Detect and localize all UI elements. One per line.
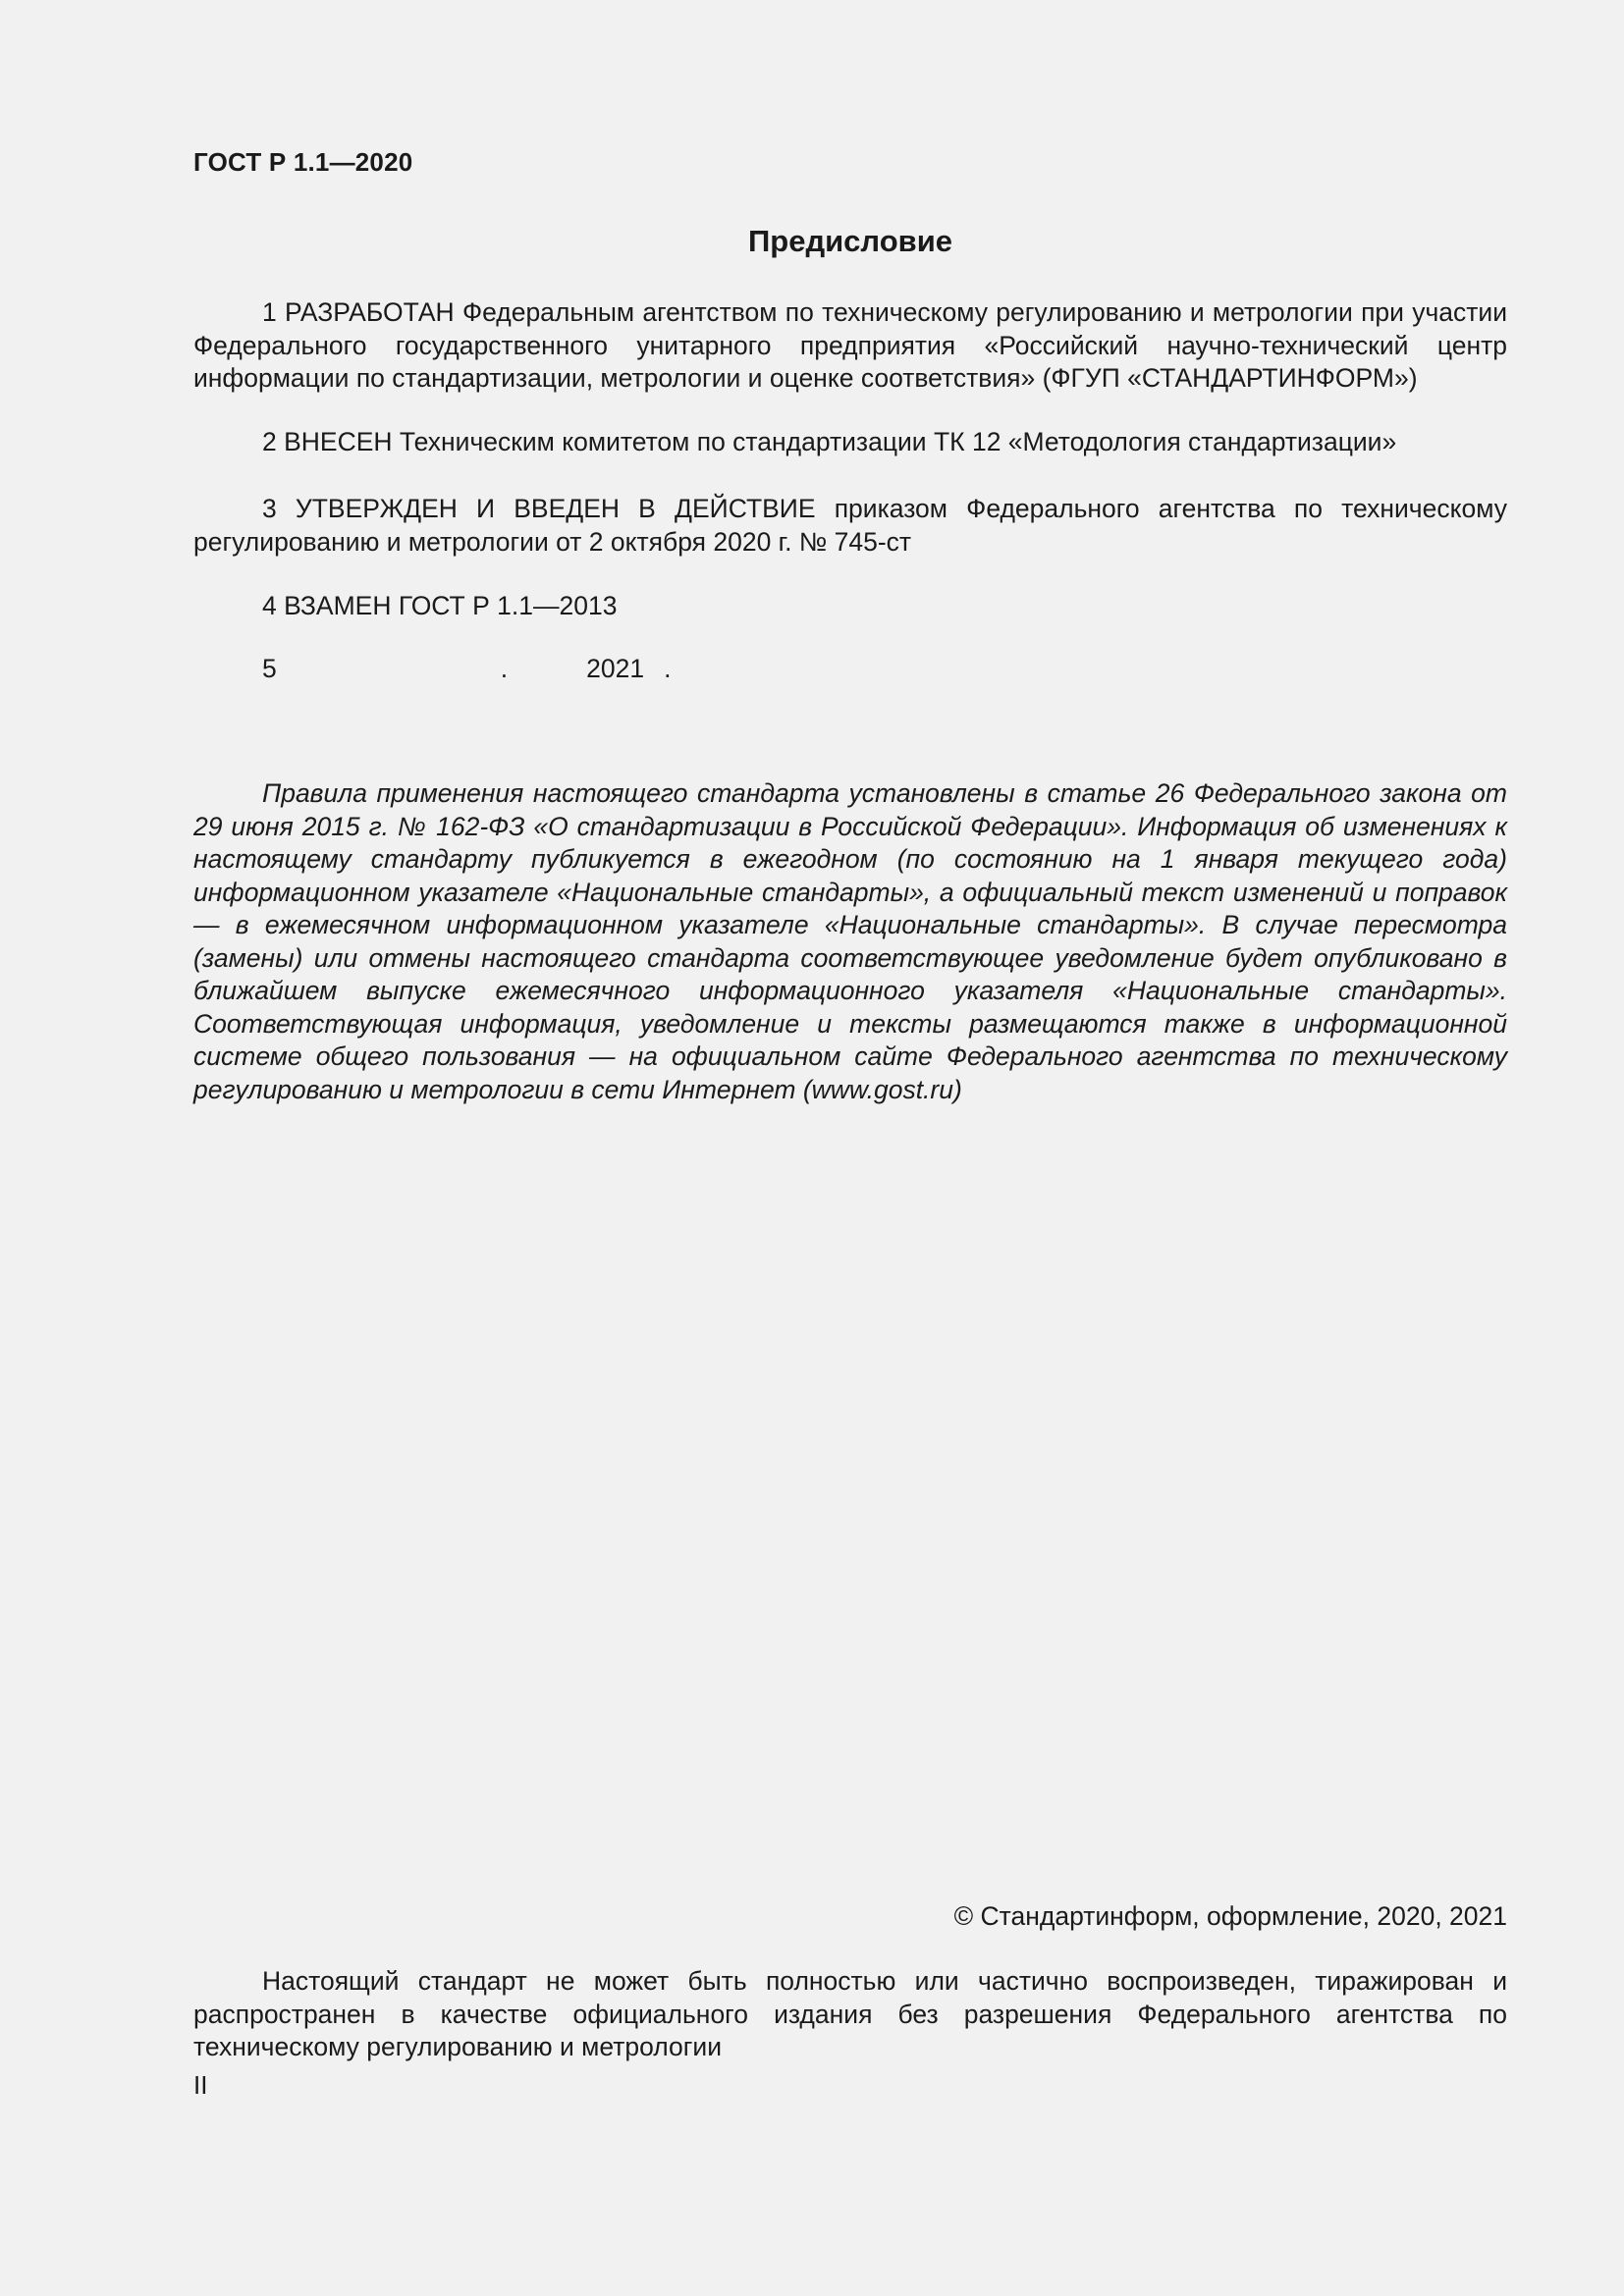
item5-number: 5	[262, 654, 277, 683]
foreword-item-replaces: 4 ВЗАМЕН ГОСТ Р 1.1—2013	[262, 591, 618, 620]
item5-year: 2021	[586, 654, 645, 683]
section-title-foreword: Предисловие	[747, 224, 952, 258]
foreword-item-5	[193, 653, 1507, 686]
copyright-line: © Стандартинформ, оформление, 2020, 2021	[953, 1901, 1507, 1931]
item5-dot-end: .	[664, 654, 672, 683]
reproduction-notice: Настоящий стандарт не может быть полностью или частично воспроизведен, тиражирован и распространен в качестве официального издания без разрешения Федерального агентства по техническому регулированию и метрологии	[193, 1966, 1507, 2061]
rules-of-application-note: Правила применения настоящего стандарта установлены в статье 26 Федерального закона от 29 июня 2015 г. № 162-ФЗ «О стандартизации в Российской Федерации». Информация об изменениях к настоящему стандарту публикуется в ежегодном (по состоянию на 1 января текущего года) информационном указателе «Национальные стандарты», а официальный текст изменений и поправок — в ежемесячном информационном указателе «Национальные стандарты». В случае пересмотра (замены) или отмены настоящего стандарта соответствующее уведомление будет опубликовано в ближайшем выпуске ежемесячного информационного указателя «Национальные стандарты». Соответствующая информация, уведомление и тексты размещаются также в информационной системе общего пользования — на официальном сайте Федерального агентства по техническому регулированию и метрологии в сети Интернет (www.gost.ru)	[193, 778, 1507, 1104]
item5-dot: .	[500, 654, 509, 683]
foreword-item-developed: 1 РАЗРАБОТАН Федеральным агентством по техническому регулированию и метрологии при участии Федерального государственного унитарного предприятия «Российский научно-технический центр информации по стандартизации, метрологии и оценке соответствия» (ФГУП «СТАНДАРТИНФОРМ»)	[193, 297, 1507, 393]
foreword-item-introduced: 2 ВНЕСЕН Техническим комитетом по стандартизации ТК 12 «Методология стандартизации»	[262, 427, 1397, 456]
document-code-header: ГОСТ Р 1.1—2020	[193, 147, 413, 177]
page-number: II	[193, 2070, 208, 2100]
foreword-item-approved: 3 УТВЕРЖДЕН И ВВЕДЕН В ДЕЙСТВИЕ приказом Федерального агентства по техническому регулированию и метрологии от 2 октября 2020 г. № 745-ст	[193, 494, 1507, 557]
